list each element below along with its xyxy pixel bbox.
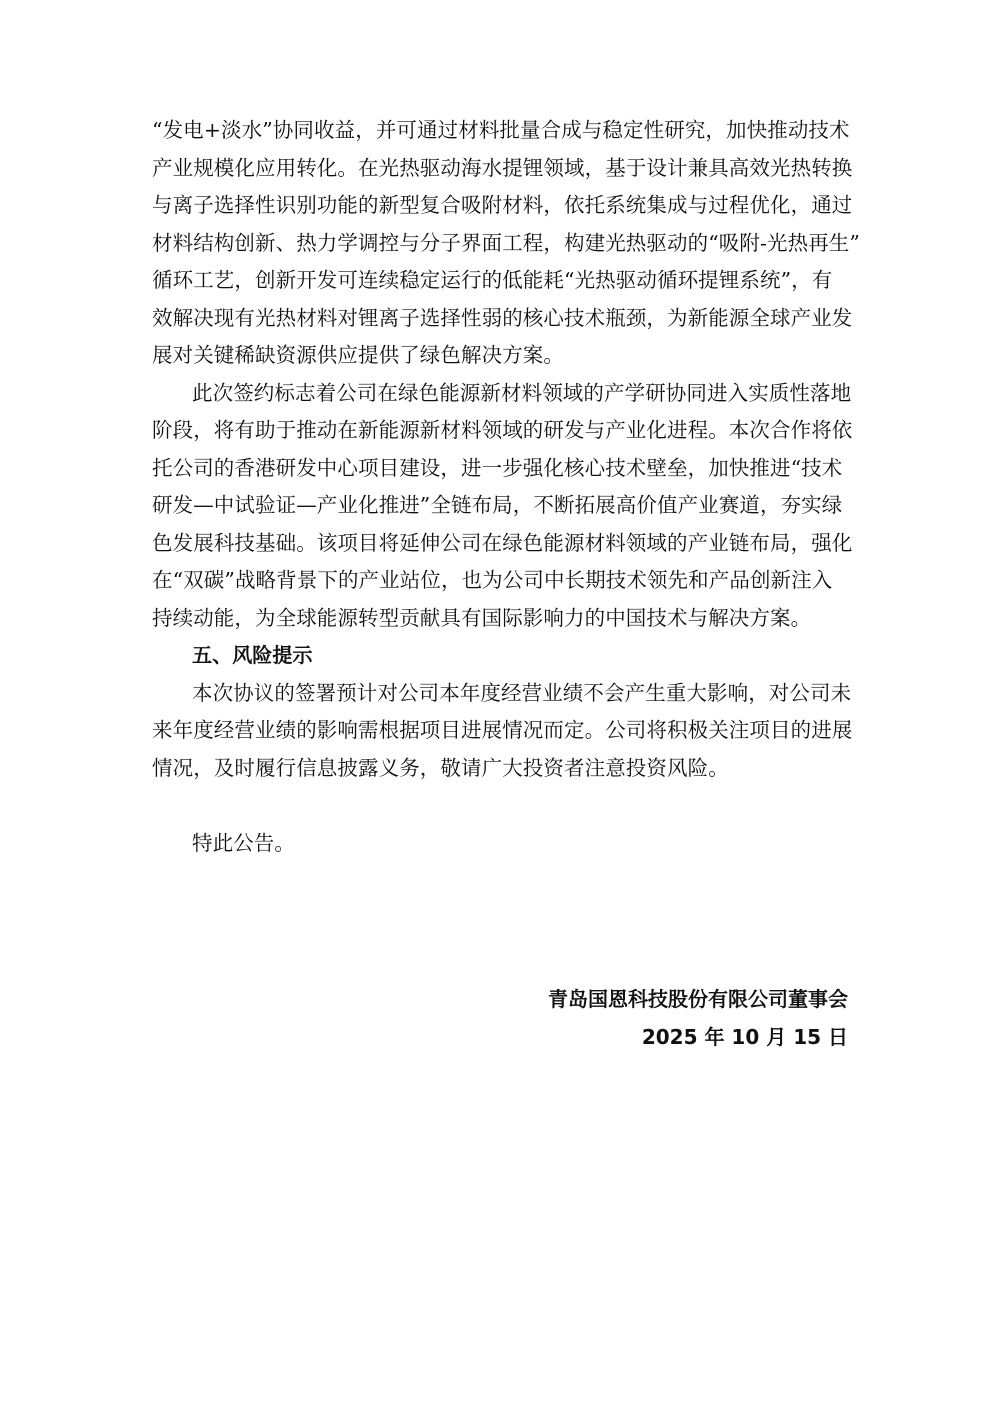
text-line: 循环工艺，创新开发可连续稳定运行的低能耗“光热驱动循环提锂系统”，有: [152, 268, 833, 292]
text-line: 研发—中试验证—产业化推进”全链布局，不断拓展高价值产业赛道，夯实绿: [152, 493, 843, 517]
text-line: 在“双碳”战略背景下的产业站位，也为公司中长期技术领先和产品创新注入: [152, 568, 833, 592]
document-body: [152, 112, 860, 862]
text-line: 效解决现有光热材料对锂离子选择性弱的核心技术瓶颈，为新能源全球产业发: [152, 305, 853, 330]
signature-date: 2025 年 10 月 15 日: [641, 1025, 848, 1049]
section-heading-risk: 五、风险提示: [192, 643, 313, 667]
blank-line: [152, 787, 852, 825]
text-line: 托公司的香港研发中心项目建设，进一步强化核心技术壁垒，加快推进“技术: [152, 455, 843, 480]
paragraph-signing-significance: [152, 375, 852, 638]
signature-organization: 青岛国恩科技股份有限公司董事会: [548, 987, 848, 1011]
text-line: 来年度经营业绩的影响需根据项目进展情况而定。公司将积极关注项目的进展: [152, 718, 853, 742]
text-line: 阶段，将有助于推动在新能源新材料领域的研发与产业化进程。本次合作将依: [152, 418, 853, 442]
text-line: 与离子选择性识别功能的新型复合吸附材料，依托系统集成与过程优化，通过: [152, 193, 853, 217]
paragraph-risk-warning: [152, 675, 852, 788]
text-line: 色发展科技基础。该项目将延伸公司在绿色能源材料领域的产业链布局，强化: [152, 530, 853, 555]
paragraph-continuation: [152, 112, 860, 375]
text-line: “发电+淡水”协同收益，并可通过材料批量合成与稳定性研究，加快推动技术: [152, 118, 850, 142]
text-line: 本次协议的签署预计对公司本年度经营业绩不会产生重大影响，对公司未: [192, 680, 852, 705]
closing-statement: 特此公告。: [192, 830, 295, 855]
signature-block: [548, 980, 848, 1056]
text-line: 产业规模化应用转化。在光热驱动海水提锂领域，基于设计兼具高效光热转换: [152, 155, 853, 180]
text-line: 持续动能，为全球能源转型贡献具有国际影响力的中国技术与解决方案。: [152, 605, 812, 630]
text-line: 展对关键稀缺资源供应提供了绿色解决方案。: [152, 343, 564, 367]
text-line: 情况，及时履行信息披露义务，敬请广大投资者注意投资风险。: [152, 755, 729, 780]
text-line: 此次签约标志着公司在绿色能源新材料领域的产学研协同进入实质性落地: [192, 380, 852, 405]
text-line: 材料结构创新、热力学调控与分子界面工程，构建光热驱动的“吸附-光热再生”: [152, 230, 860, 255]
